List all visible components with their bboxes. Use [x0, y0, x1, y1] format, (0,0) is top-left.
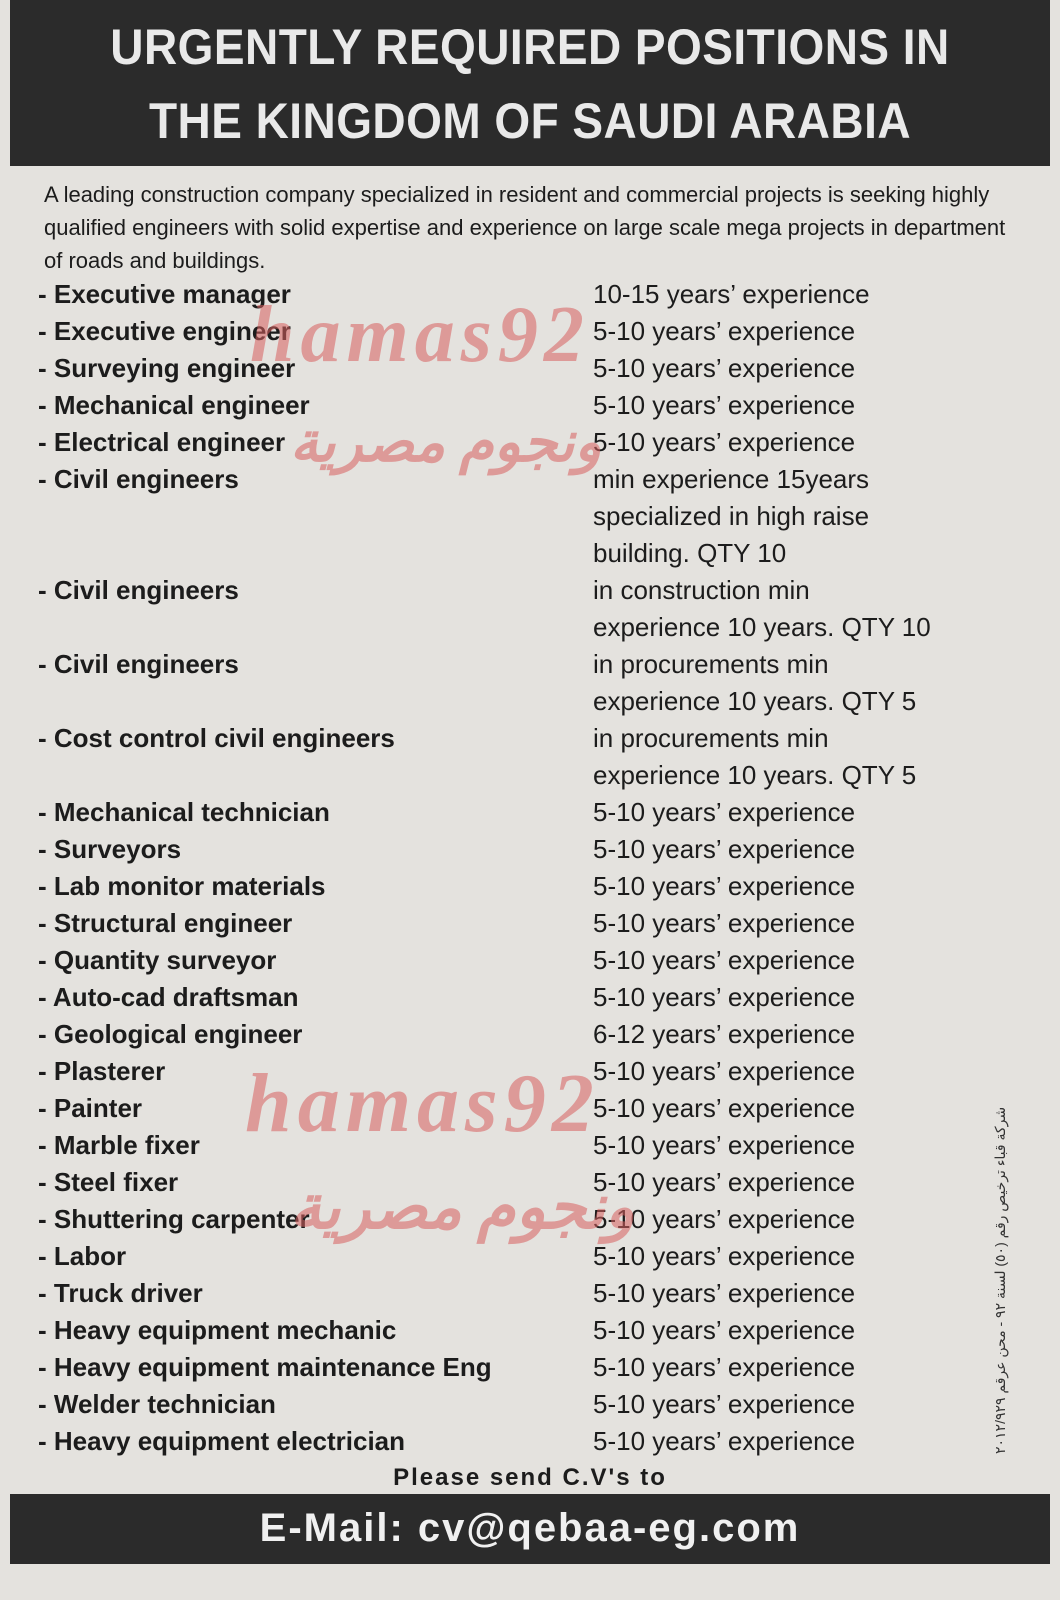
position-row — [38, 424, 1018, 461]
requirement-line: 5-10 years’ experience — [593, 1204, 856, 1234]
position-title: - Painter — [38, 1093, 143, 1123]
position-row — [38, 1164, 1018, 1201]
position-requirement — [593, 313, 1018, 350]
position-requirement — [593, 646, 1018, 720]
position-row — [38, 831, 1018, 868]
position-row — [38, 461, 1018, 572]
position-title: - Truck driver — [38, 1278, 203, 1308]
position-row — [38, 646, 1018, 720]
position-row — [38, 313, 1018, 350]
requirement-line: 5-10 years’ experience — [593, 1278, 856, 1308]
position-row — [38, 1423, 1018, 1460]
requirement-line: 5-10 years’ experience — [593, 1056, 856, 1086]
requirement-line: 5-10 years’ experience — [593, 390, 856, 420]
position-requirement — [593, 1275, 1018, 1312]
position-title: - Structural engineer — [38, 908, 293, 938]
position-title: - Heavy equipment electrician — [38, 1426, 406, 1456]
position-title: - Shuttering carpenter — [38, 1204, 310, 1234]
requirement-line: building. QTY 10 — [593, 538, 787, 568]
email-banner — [10, 1494, 1050, 1564]
requirement-line: 5-10 years’ experience — [593, 908, 856, 938]
requirement-line: 5-10 years’ experience — [593, 871, 856, 901]
position-title: - Welder technician — [38, 1389, 276, 1419]
position-requirement — [593, 1312, 1018, 1349]
position-row — [38, 1386, 1018, 1423]
requirement-line: 5-10 years’ experience — [593, 797, 856, 827]
requirement-line: specialized in high raise — [593, 501, 870, 531]
position-title: - Labor — [38, 1241, 127, 1271]
position-requirement — [593, 387, 1018, 424]
requirement-line: experience 10 years. QTY 5 — [593, 760, 917, 790]
position-title: - Surveyors — [38, 834, 182, 864]
position-title: - Executive engineer — [38, 316, 291, 346]
position-title: - Civil engineers — [38, 575, 239, 605]
requirement-line: 5-10 years’ experience — [593, 427, 856, 457]
requirement-line: 5-10 years’ experience — [593, 945, 856, 975]
position-title: - Civil engineers — [38, 464, 239, 494]
position-requirement — [593, 1386, 1018, 1423]
headline-banner — [10, 0, 1050, 166]
position-requirement — [593, 868, 1018, 905]
position-requirement — [593, 424, 1018, 461]
position-row — [38, 276, 1018, 313]
position-row — [38, 1349, 1018, 1386]
position-requirement — [593, 831, 1018, 868]
position-row — [38, 572, 1018, 646]
requirement-line: 5-10 years’ experience — [593, 353, 856, 383]
position-row — [38, 905, 1018, 942]
requirement-line: 5-10 years’ experience — [593, 1093, 856, 1123]
position-title: - Cost control civil engineers — [38, 723, 395, 753]
position-requirement — [593, 1127, 1018, 1164]
position-row — [38, 868, 1018, 905]
position-requirement — [593, 461, 1018, 572]
send-cv-instruction: Please send C.V's to — [393, 1464, 667, 1491]
requirement-line: 5-10 years’ experience — [593, 1315, 856, 1345]
position-title: - Executive manager — [38, 279, 291, 309]
requirement-line: in procurements min — [593, 649, 829, 679]
positions-list — [38, 276, 1018, 1460]
position-title: - Mechanical engineer — [38, 390, 310, 420]
position-title: - Plasterer — [38, 1056, 166, 1086]
position-requirement — [593, 794, 1018, 831]
requirement-line: in procurements min — [593, 723, 829, 753]
requirement-line: experience 10 years. QTY 5 — [593, 686, 917, 716]
position-requirement — [593, 1090, 1018, 1127]
position-requirement — [593, 1016, 1018, 1053]
requirement-line: 5-10 years’ experience — [593, 1352, 856, 1382]
position-title: - Lab monitor materials — [38, 871, 326, 901]
position-requirement — [593, 979, 1018, 1016]
position-title: - Marble fixer — [38, 1130, 200, 1160]
position-requirement — [593, 350, 1018, 387]
position-title: - Heavy equipment mechanic — [38, 1315, 397, 1345]
position-requirement — [593, 720, 1018, 794]
requirement-line: experience 10 years. QTY 10 — [593, 612, 931, 642]
position-row — [38, 1016, 1018, 1053]
watermark-latin: hamas92 — [250, 291, 590, 379]
position-row — [38, 720, 1018, 794]
position-title: - Geological engineer — [38, 1019, 303, 1049]
position-requirement — [593, 1349, 1018, 1386]
position-title: - Heavy equipment maintenance Eng — [38, 1352, 492, 1382]
watermark-arabic: ونجوم مصرية — [290, 1174, 635, 1242]
requirement-line: 5-10 years’ experience — [593, 1167, 856, 1197]
side-license-note: شركة قباء ترخيص رقم (٥٠) لسنة ٩٢ - محن عرقم ٢٠١٢/٩٢٩ — [992, 1106, 1008, 1454]
position-title: - Civil engineers — [38, 649, 239, 679]
email-address[interactable]: E-Mail: cv@qebaa-eg.com — [259, 1506, 801, 1550]
position-row — [38, 1201, 1018, 1238]
position-row — [38, 942, 1018, 979]
position-row — [38, 794, 1018, 831]
requirement-line: in construction min — [593, 575, 810, 605]
requirement-line: 5-10 years’ experience — [593, 1426, 856, 1456]
requirement-line: 6-12 years’ experience — [593, 1019, 856, 1049]
position-requirement — [593, 1053, 1018, 1090]
position-requirement — [593, 572, 1018, 646]
position-row — [38, 1238, 1018, 1275]
position-row — [38, 350, 1018, 387]
position-title: - Auto-cad draftsman — [38, 982, 299, 1012]
requirement-line: 5-10 years’ experience — [593, 316, 856, 346]
position-requirement — [593, 276, 1018, 313]
requirement-line: 5-10 years’ experience — [593, 1130, 856, 1160]
position-row — [38, 1053, 1018, 1090]
position-row — [38, 1312, 1018, 1349]
position-requirement — [593, 905, 1018, 942]
position-title: - Electrical engineer — [38, 427, 286, 457]
position-title: - Surveying engineer — [38, 353, 296, 383]
position-row — [38, 1275, 1018, 1312]
headline-line-1: URGENTLY REQUIRED POSITIONS IN — [110, 19, 950, 75]
requirement-line: 10-15 years’ experience — [593, 279, 870, 309]
position-title: - Steel fixer — [38, 1167, 179, 1197]
watermark-latin: hamas92 — [245, 1057, 600, 1150]
intro-paragraph: A leading construction company specialized in resident and commercial projects is seeking highly qualified engineers with solid expertise and experience on large scale mega projects in department of roads and buildings. — [44, 182, 1006, 273]
requirement-line: min experience 15years — [593, 464, 870, 494]
position-requirement — [593, 1238, 1018, 1275]
position-title: - Quantity surveyor — [38, 945, 277, 975]
position-row — [38, 979, 1018, 1016]
requirement-line: 5-10 years’ experience — [593, 982, 856, 1012]
position-row — [38, 387, 1018, 424]
requirement-line: 5-10 years’ experience — [593, 834, 856, 864]
position-row — [38, 1090, 1018, 1127]
requirement-line: 5-10 years’ experience — [593, 1389, 856, 1419]
position-requirement — [593, 1423, 1018, 1460]
position-row — [38, 1127, 1018, 1164]
requirement-line: 5-10 years’ experience — [593, 1241, 856, 1271]
headline-line-2: THE KINGDOM OF SAUDI ARABIA — [148, 93, 912, 149]
position-requirement — [593, 1164, 1018, 1201]
position-title: - Mechanical technician — [38, 797, 330, 827]
position-requirement — [593, 942, 1018, 979]
watermark-arabic: ونجوم مصرية — [290, 412, 602, 474]
position-requirement — [593, 1201, 1018, 1238]
